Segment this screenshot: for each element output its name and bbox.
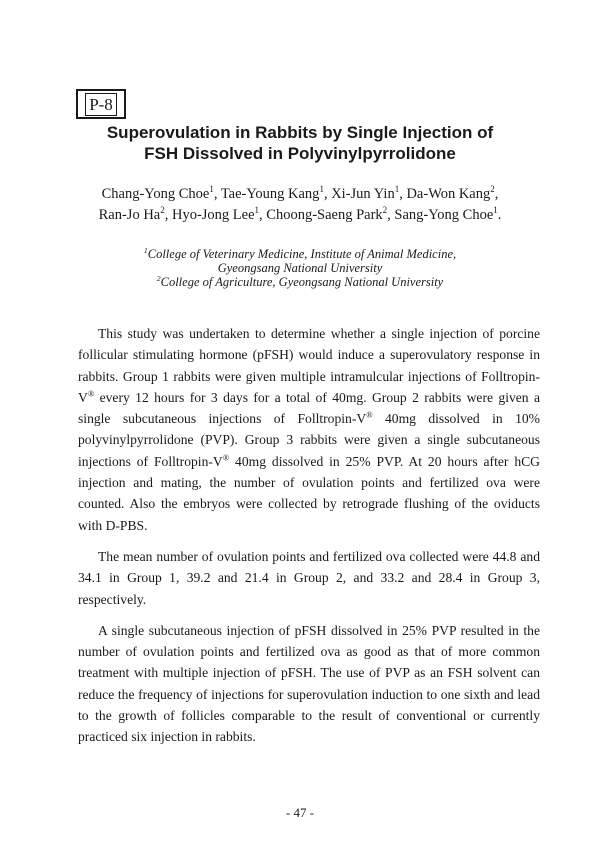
abstract-body xyxy=(78,323,540,758)
author: Hyo-Jong Lee$^1$, xyxy=(171,205,267,223)
author: Tae-Young Kang$^1$, xyxy=(220,184,332,202)
author: Xi-Jun Yin$^1$, xyxy=(331,184,407,202)
title-line-1: Superovulation in Rabbits by Single Injection of xyxy=(106,123,494,142)
title-line-2: FSH Dissolved in Polyvinylpyrrolidone xyxy=(144,144,456,163)
affiliation-1: $^1$College of Veterinary Medicine, Institute of Animal Medicine, xyxy=(143,245,457,261)
author-list xyxy=(90,184,510,226)
author: Sang-Yong Choe$^1$. xyxy=(394,205,502,223)
page-number: - 47 - xyxy=(285,805,315,820)
author: Choong-Saeng Park$^2$, xyxy=(266,205,395,223)
author: Da-Won Kang$^2$, xyxy=(406,184,499,202)
author: Chang-Yong Choe$^1$, xyxy=(101,184,221,202)
author: Ran-Jo Ha$^2$, xyxy=(98,205,172,223)
paragraph-2: The mean number of ovulation points and fertilized ova collected were 44.8 and 34.1 in Group 1, 39.2 and 21.4 in Group 2, and 33.2 and 28.4 in Group 3, respectively. xyxy=(78,548,540,607)
affiliation-2: $^2$College of Agriculture, Gyeongsang National University xyxy=(156,273,444,289)
paragraph-1: This study was undertaken to determine whether a single injection of porcine follicular stimulating hormone (pFSH) would induce a superovulatory response in rabbits. Group 1 rabbits were given multiple intramulcular injections of Folltropin-V® every 12 hours for 3 days for a total of 40mg. Group 2 rabbits were given a single subcutaneous injections of Folltropin-V® 40mg dissolved in 10% polyvinylpyrrolidone (PVP). Group 3 rabbits were given a single subcutaneous injections of Folltropin-V® 40mg dissolved in 25% PVP. At 20 hours after hCG injection and mating, the number of ovulation points and fertilized ova were counted. Also the embryos were collected by retrograde flushing of the oviducts with D-PBS. xyxy=(78,326,540,533)
paragraph-3: A single subcutaneous injection of pFSH dissolved in 25% PVP resulted in the number of ovulation points and fertilized ova as good as that of more common treatment with multiple injection of pFSH. The use of PVP as an FSH solvent can reduce the frequency of injections for superovulation induction to one sixth and lead to the growth of follicles comparable to the result of conventional or currently practiced six injection in rabbits. xyxy=(78,622,540,745)
affiliation-1-university: Gyeongsang National University xyxy=(217,261,383,275)
paper-title xyxy=(40,122,560,164)
poster-label-text: P-8 xyxy=(85,93,117,116)
affiliations xyxy=(80,247,520,289)
poster-label xyxy=(76,89,126,119)
